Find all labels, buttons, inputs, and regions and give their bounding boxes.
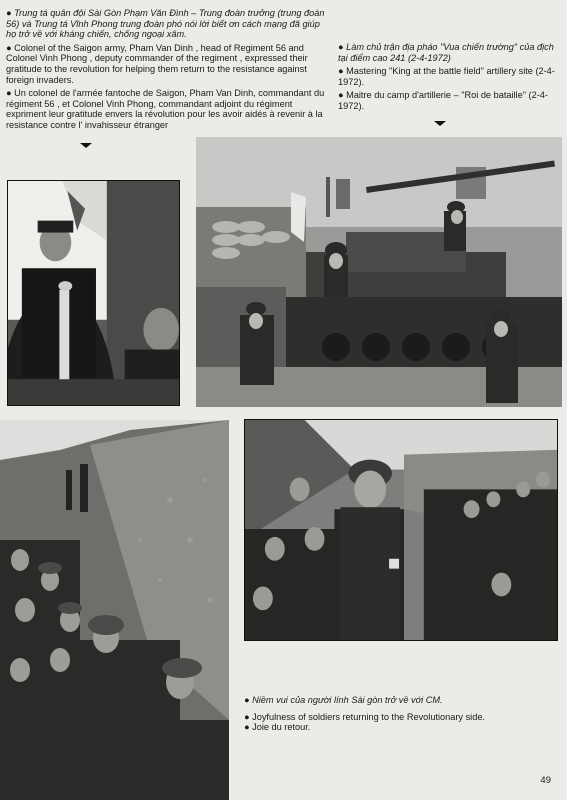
photo-soldiers-returning (244, 419, 558, 641)
down-arrow-icon-left (80, 143, 92, 148)
caption-top-right-vi: ● Làm chủ trận địa pháo "Vua chiến trường" của địch tại điểm cao 241 (2-4-1972) (338, 42, 554, 63)
caption-top-right-en: ● Mastering "King at the battle field" artillery site (2-4-1972). (338, 66, 555, 87)
caption-bottom-vi: ● Niềm vui của người lính Sài gòn trở về với CM. (244, 695, 443, 705)
caption-top-left-en: ● Colonel of the Saigon army, Pham Van Dinh , head of Regiment 56 and Colonel Vinh Phong , deputy commander of the regiment , expressed their gratitude to the revolution for helping them return to the resistance against foreign invaders. (6, 42, 308, 85)
caption-bottom-en: ● Joyfulness of soldiers returning to the Revolutionary side. (244, 711, 485, 722)
page-number: 49 (540, 775, 551, 786)
caption-top-left-fr: ● Un colonel de l'armée fantoche de Saigon, Pham Van Dinh, commandant du régiment 56 , et Colonel Vinh Phong, commandant adjoint du régiment expriment leur gratitude envers la révolution pour les avoir aidés à revenir à la resistance contre l' invahisseur étranger (6, 88, 325, 130)
down-arrow-icon-right (434, 121, 446, 126)
caption-top-right (338, 42, 560, 115)
caption-top-left-vi: ● Trung tá quân đội Sài Gòn Phạm Văn Đình – Trung đoàn trưởng (trung đoàn 56) và Trung tá Vĩnh Phong trung đoàn phó nói lời biết ơn cách mạng đã giúp họ trở về với kháng chiến, chống ngoại xâm. (6, 8, 325, 40)
photo-soldiers-hillside (0, 420, 229, 800)
caption-bottom-fr: ● Joie du retour. (244, 722, 311, 733)
photo-artillery-tank (196, 137, 562, 407)
caption-top-left (6, 8, 328, 134)
caption-bottom (244, 695, 544, 736)
caption-top-right-fr: ● Maitre du camp d'artillerie – "Roi de bataille" (2-4-1972). (338, 90, 548, 111)
photo-colonels-speaking (7, 180, 180, 406)
